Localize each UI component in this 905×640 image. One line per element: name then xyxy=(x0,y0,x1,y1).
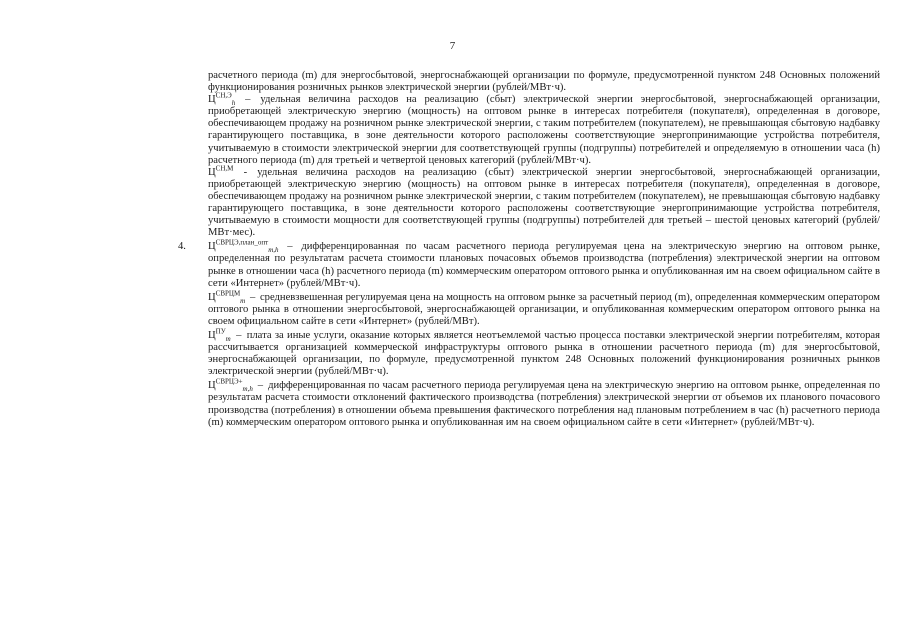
definition-ch-pu xyxy=(208,327,880,378)
separator: – xyxy=(236,329,242,341)
definition-ch-svrce-plus xyxy=(208,377,881,428)
separator: – xyxy=(257,380,264,392)
separator: - xyxy=(243,166,248,178)
formula-symbol: $Ц^{ПУ}_m$ xyxy=(208,327,231,344)
definition-text: дифференцированная по часам расчетного периода регулируемая цена на электрическую энергию на оптовом рынке, определенная по результатам расчета стоимости отклонений фактического производства (потребления) электрической энергии от объемов их планового почасового производства (потребления) в отношении объема превышения фактического потребления над плановым потреблением в час (h) расчетного периода (m) коммерческим оператором оптового рынка и опубликованная им на своем официальном сайте в сети «Интернет» (рублей/МВт·ч). xyxy=(208,380,881,428)
formula-symbol: $Ц^{СН,М}$ xyxy=(208,164,234,178)
definition-ch-sn-e xyxy=(208,91,881,167)
item-number: 4. xyxy=(178,241,186,253)
definition-text: дифференцированная по часам расчетного периода регулируемая цена на электрическую энергию на оптовом рынке, определенная по результатам расчета стоимости плановых почасовых объемов производства (потребления) электрической энергии на оптовом рынке в отношении часа (h) расчетного периода (m) коммерческим оператором оптового рынка и опубликованная им на своем официальном сайте в сети «Интернет» (рублей/МВт·ч). xyxy=(208,241,880,289)
separator: – xyxy=(245,94,251,106)
formula-symbol: $Ц^{СН,Э}_h$ xyxy=(208,91,236,108)
paragraph-text: расчетного периода (m) для энергосбытовой, энергоснабжающей организации по формуле, предусмотренной пунктом 248 Основных положений функционирования розничных рынков электрической энергии (рублей/МВт·ч). xyxy=(208,70,880,94)
page-number: 7 xyxy=(449,40,456,52)
formula-symbol: $Ц^{СВРЦМ}_m$ xyxy=(208,289,246,305)
definition-ch-svrce-plan xyxy=(178,238,880,289)
definition-text: удельная величина расходов на реализацию (сбыт) электрической энергии энергосбытовой, энергоснабжающей организации, приобретающей электрическую энергию (мощность) на оптовом рынке в интересах потребителя (покупателя), определенная в договоре, обеспечивающем продажу на розничном рынке электрической энергии, с таким потребителем (покупателем), не превышающая сбытовую надбавку гарантирующего поставщика, в зоне деятельности которого расположены соответствующие энергопринимающие устройства потребителя, учитываемую в стоимости мощности для соответствующей группы (подгруппы) потребителей для третьей – шестой ценовых категорий (рублей/МВт·мес). xyxy=(208,166,880,239)
definition-text: плата за иные услуги, оказание которых является неотъемлемой частью процесса поставки электрической энергии потребителям, которая рассчитывается организацией коммерческой инфраструктуры оптового рынка в отношении расчетного периода (m) для энергосбытовой, энергоснабжающей организации, по формуле, предусмотренной пунктом 248 Основных положений функционирования розничных рынков электрической энергии (рублей/МВт·ч). xyxy=(208,329,880,378)
definition-text: средневзвешенная регулируемая цена на мощность на оптовом рынке за расчетный период (m), определенная коммерческим оператором оптового рынка в отношении энергосбытовой, энергоснабжающей организации, и опубликованная коммерческим оператором оптового рынка на своем официальном сайте в сети «Интернет» (рублей/МВт). xyxy=(208,291,880,327)
formula-symbol: $Ц^{СВРЦЭ,план\_опт}_{m,h}$ xyxy=(208,238,279,255)
document-body xyxy=(178,70,881,429)
separator: – xyxy=(249,291,256,303)
paragraph-continuation xyxy=(208,70,880,94)
definition-ch-svrcm xyxy=(208,289,880,328)
formula-symbol: $Ц^{СВРЦЭ+}_{m,h}$ xyxy=(208,377,253,394)
definition-text: удельная величина расходов на реализацию (сбыт) электрической энергии энергосбытовой, энергоснабжающей организации, приобретающей электрическую энергию (мощность) на оптовом рынке в интересах потребителя (покупателя), определенная в договоре, обеспечивающем продажу на розничном рынке электрической энергии, с таким потребителем (покупателем), не превышающая сбытовую надбавку гарантирующего поставщика, в зоне деятельности которого расположены соответствующие энергопринимающие устройства потребителя, учитываемую в стоимости электрической энергии для соответствующей группы (подгруппы) потребителей и определяемую в отношении часа (h) расчетного периода (m) для третьей и четвертой ценовых категорий (рублей/МВт·ч). xyxy=(208,94,881,166)
definition-ch-sn-m xyxy=(208,164,880,240)
separator: – xyxy=(287,241,293,253)
